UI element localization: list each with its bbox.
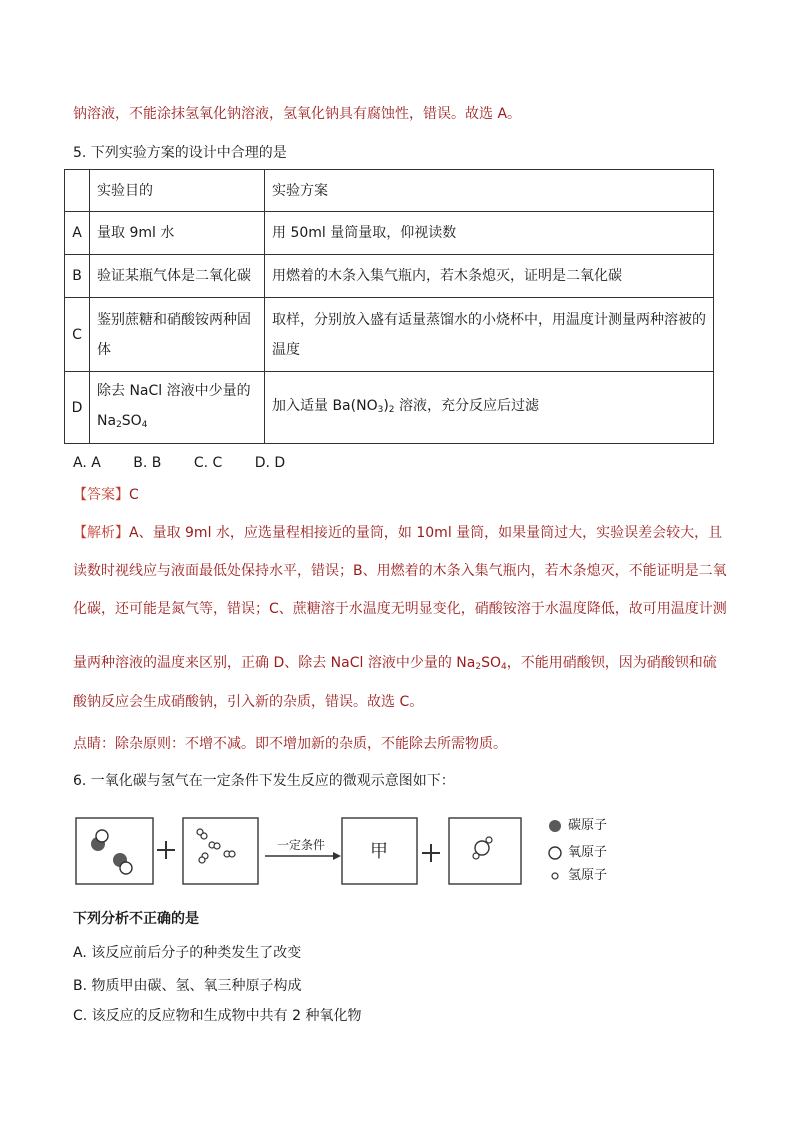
option-d: D. D — [254, 455, 286, 471]
answer-line — [73, 485, 139, 505]
water-molecule-icon — [473, 837, 492, 859]
option-a: A. A — [73, 455, 101, 471]
table-row-b — [65, 255, 714, 298]
row-goal-line-2: $Na_2SO_4$ — [97, 412, 148, 430]
analysis-line-3: 化碳，还可能是氮气等，错误；C、蔗糖溶于水温度无明显变化，硝酸铵溶于水温度降低，故可用温度计测 — [73, 601, 727, 617]
q6-option-b: B. 物质甲由碳、氢、氧三种原子构成 — [73, 978, 302, 994]
answer-value: C — [129, 487, 139, 503]
table-row-c — [65, 298, 714, 372]
product-label: 甲 — [370, 841, 388, 862]
arrow-condition-label: 一定条件 — [276, 838, 326, 852]
row-goal-line-1: 除去 NaCl 溶液中少量的 — [97, 382, 251, 399]
option-c: C. C — [193, 455, 223, 471]
legend-oxygen-icon — [549, 847, 561, 859]
row-plan: 用 50ml 量筒量取，仰视读数 — [265, 212, 714, 255]
plus-sign-icon — [422, 844, 440, 862]
question-6-stem: 6. 一氧化碳与氢气在一定条件下发生反应的微观示意图如下： — [73, 773, 455, 789]
question-6-prompt: 下列分析不正确的是 — [73, 911, 199, 927]
row-goal: 验证某瓶气体是二氧化碳 — [90, 255, 265, 298]
oxygen-atom-icon — [120, 862, 132, 874]
reactant-box-co — [76, 818, 153, 884]
analysis-line-4: 量两种溶液的温度来区别，正确 D、除去 NaCl 溶液中少量的 $Na_2SO_4$，不能用硝酸钡，因为硝酸钡和硫 — [73, 655, 717, 672]
legend-carbon-label: 碳原子 — [568, 818, 608, 833]
table-row-d — [65, 372, 714, 444]
table-row-a — [65, 212, 714, 255]
row-plan: 用燃着的木条入集气瓶内，若木条熄灭，证明是二氧化碳 — [265, 255, 714, 298]
legend-hydrogen-label: 氢原子 — [568, 868, 608, 883]
row-plan: 加入适量 $Ba(NO_3)_2$ 溶液，充分反应后过滤 — [265, 372, 714, 444]
row-goal: 量取 9ml 水 — [90, 212, 265, 255]
table-header-goal: 实验目的 — [90, 170, 265, 212]
q6-option-a: A. 该反应前后分子的种类发生了改变 — [73, 945, 302, 961]
row-plan-line-1: 取样，分别放入盛有适量蒸馏水的小烧杯中，用温度计测量两种溶被的 — [272, 311, 706, 328]
question-5-stem: 5. 下列实验方案的设计中合理的是 — [73, 145, 287, 161]
row-goal — [90, 372, 265, 444]
experiment-table — [64, 169, 714, 444]
row-label: D — [65, 372, 90, 444]
row-goal-line-2: 体 — [97, 341, 111, 358]
plus-sign-icon — [157, 841, 175, 859]
row-goal-line-1: 鉴别蔗糖和硝酸铵两种固 — [97, 311, 251, 328]
oxygen-atom-icon — [96, 830, 108, 842]
tip-line: 点睛：除杂原则：不增不减。即不增加新的杂质，不能除去所需物质。 — [73, 736, 507, 752]
option-b: B. B — [133, 455, 162, 471]
q6-option-c: C. 该反应的反应物和生成物中共有 2 种氧化物 — [73, 1008, 362, 1024]
legend-oxygen-label: 氧原子 — [568, 845, 608, 860]
row-label: B — [65, 255, 90, 298]
analysis-line-2: 读数时视线应与液面最低处保持水平，错误；B、用燃着的木条入集气瓶内，若木条熄灭，不能证明是二氧 — [73, 563, 727, 579]
analysis-tag: 【解析】 — [73, 525, 129, 541]
hydrogen-molecules-icon — [197, 829, 235, 863]
previous-answer-tail: 钠溶液，不能涂抹氢氧化钠溶液，氢氧化钠具有腐蚀性，错误。故选 A。 — [73, 106, 522, 122]
legend-carbon-icon — [549, 820, 561, 832]
analysis-line-1: 【解析】A、量取 9ml 水，应选量程相接近的量筒，如 10ml 量筒，如果量筒过大，实验误差会较大，且 — [73, 525, 723, 541]
row-label: A — [65, 212, 90, 255]
question-5-options — [73, 453, 313, 473]
row-plan — [265, 298, 714, 372]
legend-hydrogen-icon — [552, 873, 558, 879]
analysis-line-5: 酸钠反应会生成硝酸钠，引入新的杂质，错误。故选 C。 — [73, 694, 424, 710]
row-label: C — [65, 298, 90, 372]
reaction-diagram — [75, 812, 635, 892]
answer-tag: 【答案】 — [73, 487, 129, 503]
reactant-box-h2 — [183, 818, 258, 884]
row-plan-line-2: 温度 — [272, 341, 300, 358]
reaction-arrow-icon — [265, 852, 341, 860]
table-header-plan: 实验方案 — [265, 170, 714, 212]
table-header-row — [65, 170, 714, 212]
table-header-blank — [65, 170, 90, 212]
row-goal — [90, 298, 265, 372]
